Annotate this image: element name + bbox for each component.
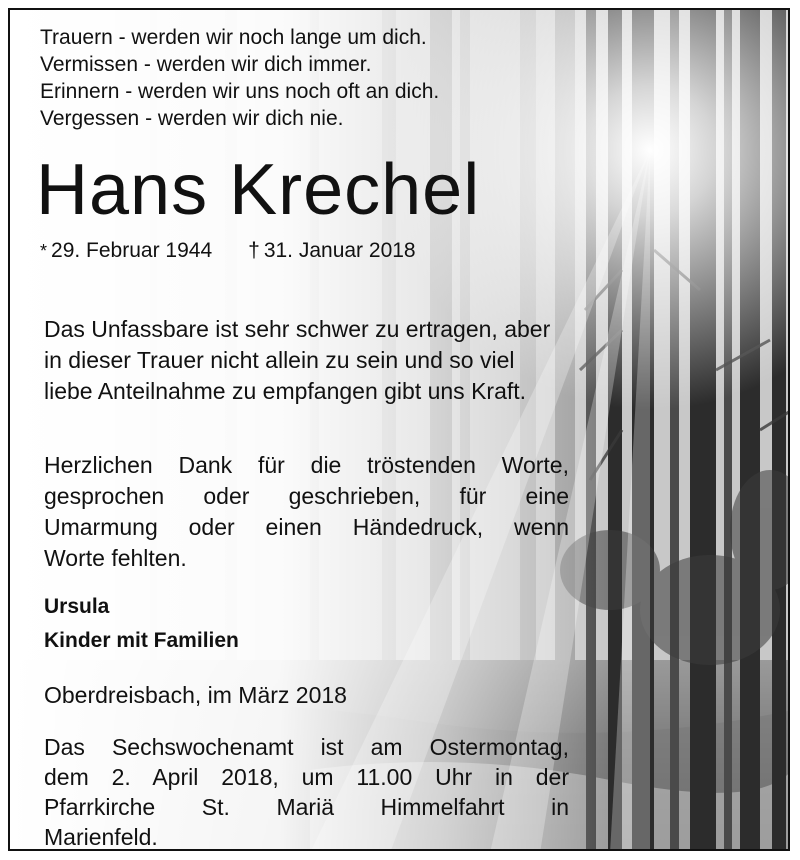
memorial-verse	[40, 24, 439, 132]
signer: Ursula	[44, 595, 110, 618]
birth-star-icon: *	[40, 241, 48, 261]
death-date: 31. Januar 2018	[263, 239, 416, 262]
verse-line: Erinnern - werden wir uns noch oft an dich.	[40, 80, 440, 103]
life-dates	[40, 238, 416, 264]
verse-line: Vermissen - werden wir dich immer.	[40, 53, 372, 76]
paragraph-line: Worte fehlten.	[44, 545, 187, 571]
deceased-name: Hans Krechel	[36, 150, 481, 230]
signer: Kinder mit Familien	[44, 629, 239, 652]
gratitude-paragraph-1: Das Unfassbare ist sehr schwer zu ertragen, aber in dieser Trauer nicht allein zu sein und so viel liebe Anteilnahme zu empfangen gibt uns Kraft.	[44, 316, 551, 404]
mass-line: dem 2. April 2018, um 11.00 Uhr in der	[44, 764, 569, 790]
death-cross-icon: †	[248, 239, 260, 262]
signers	[44, 590, 239, 658]
birth-date: 29. Februar 1944	[51, 239, 213, 262]
paragraph-line: gesprochen oder geschrieben, für eine	[44, 483, 569, 509]
paragraph-line: Herzlichen Dank für die tröstenden Worte,	[44, 452, 569, 478]
obituary-card	[8, 8, 790, 851]
paragraph-line: Umarmung oder einen Händedruck, wenn	[44, 514, 569, 540]
mass-line: Das Sechswochenamt ist am Ostermontag,	[44, 734, 569, 760]
verse-line: Vergessen - werden wir dich nie.	[40, 107, 344, 130]
memorial-mass-info	[44, 732, 569, 851]
place-and-date: Oberdreisbach, im März 2018	[44, 682, 347, 708]
gratitude-paragraph-2	[44, 450, 569, 574]
mass-line: Pfarrkirche St. Mariä Himmelfahrt in	[44, 794, 569, 820]
mass-line: Marienfeld.	[44, 824, 158, 850]
verse-line: Trauern - werden wir noch lange um dich.	[40, 26, 427, 49]
notice-content	[10, 10, 790, 851]
